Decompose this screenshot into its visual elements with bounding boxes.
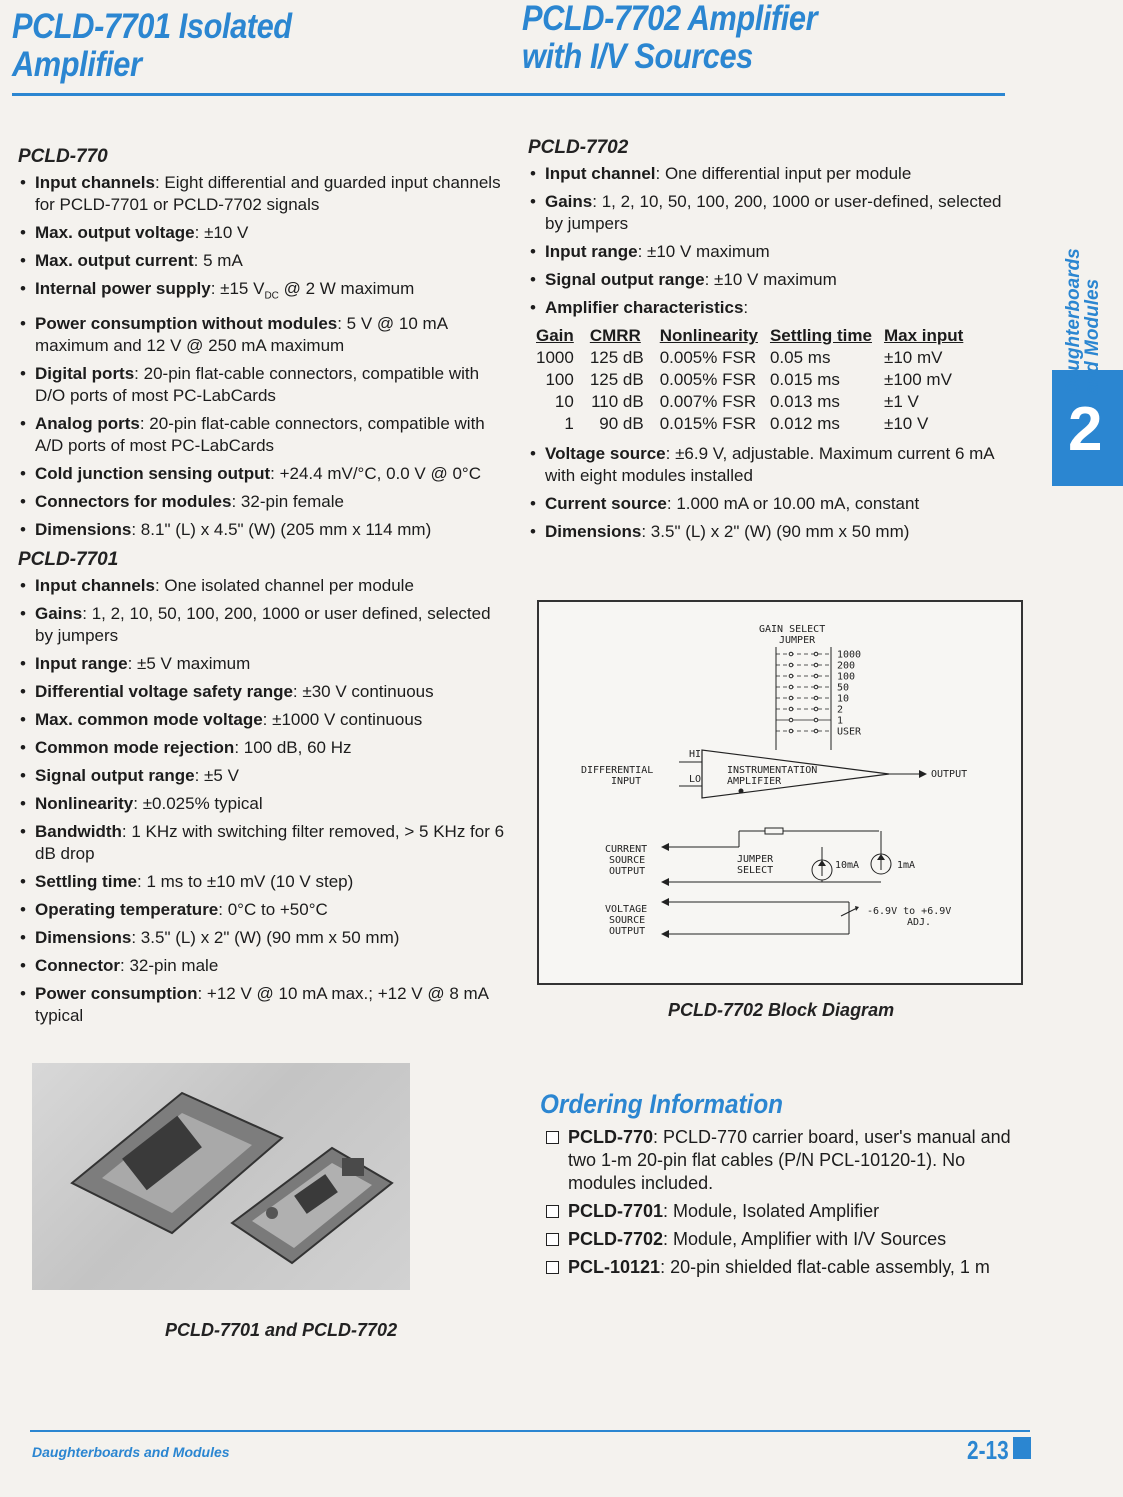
spec-item [18, 222, 508, 244]
side-tab-number: 2 [1068, 395, 1103, 464]
pcld770-spec-list [18, 172, 508, 541]
spec-value: : ±5 V [194, 766, 239, 786]
spec-label: Input range [35, 654, 128, 674]
spec-item [18, 250, 508, 272]
checkbox-icon [546, 1261, 559, 1274]
product-photo [32, 1063, 410, 1290]
spec-item [528, 163, 1008, 185]
left-title-line2: Amplifier [12, 45, 142, 84]
pcld7702-spec-list-2 [528, 443, 1008, 543]
gain-label: USER [837, 726, 862, 738]
spec-item [528, 521, 1008, 543]
spec-label: Max. output current [35, 251, 194, 270]
table-cell: 0.05 ms [769, 348, 831, 367]
order-description: : Module, Isolated Amplifier [663, 1201, 880, 1221]
spec-value: : 100 dB, 60 Hz [234, 738, 352, 758]
right-title-line2: with I/V Sources [522, 37, 753, 76]
checkbox-icon [546, 1131, 559, 1144]
table-cell: 125 dB [589, 348, 644, 367]
jumper-pin [789, 729, 793, 733]
spec-item [528, 269, 1008, 291]
table-row [536, 347, 975, 369]
spec-value: : ±6.9 V, adjustable. Maximum current 6 mA with eight modules installed [545, 444, 994, 485]
voltage-range-label: -6.9V to +6.9V [867, 906, 952, 917]
hi-label: HI [689, 749, 702, 760]
jumper-label: JUMPER [779, 635, 816, 646]
spec-value-after: @ 2 W maximum [278, 279, 415, 298]
input-label: INPUT [611, 776, 642, 787]
diagram-caption: PCLD-7702 Block Diagram [668, 1000, 895, 1020]
spec-label: Amplifier characteristics [545, 298, 744, 317]
right-title [522, 0, 817, 76]
table-cell: 10 [554, 392, 574, 411]
table-cell: ±1 V [883, 392, 919, 411]
spec-item [18, 871, 508, 893]
voltage-source-label: SOURCE [609, 915, 646, 926]
voltage-output-label: OUTPUT [609, 926, 646, 937]
spec-label: Signal output range [35, 766, 195, 786]
gain-label: 10 [837, 693, 850, 705]
spec-value: : 5 V @ 10 mA maximum and 12 V @ 250 mA maximum [35, 314, 448, 356]
order-description: : Module, Amplifier with I/V Sources [663, 1229, 947, 1249]
one-ma-label: 1mA [897, 860, 916, 871]
spec-item [528, 297, 1008, 319]
spec-item [18, 955, 508, 977]
table-cell: ±100 mV [883, 370, 952, 389]
spec-value: : ±30 V continuous [292, 682, 434, 702]
spec-item [18, 363, 508, 407]
order-part-number: PCLD-770 [568, 1127, 654, 1147]
ordering-title: Ordering Information [540, 1089, 783, 1119]
spec-label: Analog ports [35, 414, 140, 434]
jumper-pin [789, 718, 793, 722]
spec-value: : 0°C to +50°C [218, 900, 328, 920]
page-number: 2-13 [967, 1435, 1009, 1465]
spec-label: Input channels [35, 173, 155, 192]
spec-item [528, 241, 1008, 263]
spec-value: : One differential input per module [655, 164, 912, 183]
spec-label: Voltage source [545, 444, 666, 463]
checkbox-icon [546, 1233, 559, 1246]
spec-item [18, 575, 508, 597]
jumper-pin [789, 652, 793, 656]
spec-label: Current source [545, 494, 667, 513]
spec-value: : 1, 2, 10, 50, 100, 200, 1000 or user-defined, selected by jumpers [545, 192, 1002, 233]
table-cell: 100 [545, 370, 574, 389]
spec-label: Signal output range [545, 270, 705, 289]
spec-label: Common mode rejection [35, 738, 235, 758]
spec-label: Digital ports [35, 364, 135, 384]
spec-value: : ±5 V maximum [127, 654, 251, 674]
table-row [536, 413, 975, 435]
spec-label: Operating temperature [35, 900, 219, 920]
jumper-pin [814, 674, 818, 678]
table-header: Gain [536, 326, 574, 345]
block-diagram-svg [539, 602, 1021, 983]
spec-label: Bandwidth [35, 822, 122, 842]
left-title-line1: PCLD-7701 Isolated [12, 7, 292, 46]
spec-label: Nonlinearity [35, 794, 134, 814]
spec-value: : 32-pin male [120, 956, 219, 976]
amplifier-label: AMPLIFIER [727, 776, 782, 787]
block-diagram [537, 600, 1023, 985]
spec-value: : 1, 2, 10, 50, 100, 200, 1000 or user defined, selected by jumpers [35, 604, 491, 646]
spec-item [528, 443, 1008, 487]
spec-value: : [743, 298, 749, 317]
header-rule [12, 93, 1005, 96]
spec-value: : ±0.025% typical [133, 794, 263, 814]
spec-label: Connectors for modules [35, 492, 232, 512]
spec-value: : ±10 V maximum [704, 270, 837, 289]
spec-label: Max. common mode voltage [35, 710, 263, 730]
order-item [546, 1256, 1016, 1279]
spec-label: Dimensions [35, 520, 132, 540]
jumper-pin [789, 663, 793, 667]
spec-value: : 8.1" (L) x 4.5" (W) (205 mm x 114 mm) [131, 520, 432, 540]
table-cell: ±10 V [883, 414, 929, 433]
table-header: Nonlinearity [659, 326, 758, 345]
current-source-label: SOURCE [609, 855, 646, 866]
spec-item [18, 313, 508, 357]
table-cell: 0.012 ms [769, 414, 840, 433]
side-tab-text [1064, 248, 1102, 395]
jumper-pin [814, 663, 818, 667]
table-header: CMRR [589, 326, 641, 345]
spec-value: : 1.000 mA or 10.00 mA, constant [666, 494, 920, 513]
spec-item [528, 493, 1008, 515]
gain-select-label: GAIN SELECT [759, 624, 826, 635]
gain-label: 100 [837, 671, 856, 683]
jumper-pin [814, 718, 818, 722]
spec-item [18, 519, 508, 541]
table-header: Max input [883, 326, 964, 345]
spec-item [18, 491, 508, 513]
table-cell: 0.007% FSR [659, 392, 757, 411]
spec-item [18, 463, 508, 485]
table-cell: ±10 mV [883, 348, 943, 367]
spec-label: Power consumption without modules [35, 314, 338, 334]
jumper2-label: JUMPER [737, 854, 774, 865]
spec-label: Input range [545, 242, 638, 261]
spec-item [18, 709, 508, 731]
spec-item [18, 899, 508, 921]
spec-value: : 3.5" (L) x 2" (W) (90 mm x 50 mm) [131, 928, 400, 948]
spec-value: : +12 V @ 10 mA max.; +12 V @ 8 mA typical [35, 984, 489, 1026]
table-row [536, 369, 975, 391]
pcld7701-spec-list [18, 575, 508, 1027]
spec-item [528, 191, 1008, 235]
jumper-pin [814, 652, 818, 656]
spec-item [18, 681, 508, 703]
spec-item [18, 737, 508, 759]
instrumentation-label: INSTRUMENTATION [727, 765, 818, 776]
order-part-number: PCLD-7702 [568, 1229, 664, 1249]
spec-label: Gains [35, 604, 83, 624]
spec-label: Max. output voltage [35, 223, 195, 242]
spec-value: : Eight differential and guarded input channels for PCLD-7701 or PCLD-7702 signals [35, 173, 501, 214]
spec-value: : 32-pin female [231, 492, 344, 512]
spec-item [18, 821, 508, 865]
spec-label: Internal power supply [35, 279, 211, 298]
jumper-pin [814, 707, 818, 711]
jumper-pin [814, 685, 818, 689]
spec-label: Settling time [35, 872, 138, 892]
pcld770-title: PCLD-770 [18, 146, 108, 167]
spec-item [18, 653, 508, 675]
spec-value: : ±10 V maximum [637, 242, 770, 261]
jumper-pin [789, 707, 793, 711]
spec-label: Input channels [35, 576, 155, 596]
spec-label: Dimensions [545, 522, 642, 541]
gain-jumpers [776, 650, 862, 738]
pcld7701-title: PCLD-7701 [18, 549, 119, 571]
lo-label: LO [689, 774, 702, 785]
gain-label: 200 [837, 660, 856, 672]
spec-item [18, 172, 508, 216]
photo-caption: PCLD-7701 and PCLD-7702 [165, 1320, 398, 1340]
spec-label: Connector [35, 956, 120, 976]
table-cell: 0.015 ms [769, 370, 840, 389]
spec-item [18, 793, 508, 815]
spec-item [18, 765, 508, 787]
spec-value: : 3.5" (L) x 2" (W) (90 mm x 50 mm) [641, 522, 910, 541]
current-label: CURRENT [605, 844, 648, 855]
order-item [546, 1126, 1016, 1195]
spec-item [18, 603, 508, 647]
footer-rule [30, 1430, 1030, 1432]
spec-label: Power consumption [35, 984, 198, 1004]
spec-value: : 1 ms to ±10 mV (10 V step) [137, 872, 354, 892]
gain-label: 50 [837, 682, 850, 694]
table-cell: 110 dB [591, 392, 644, 411]
spec-subscript: DC [264, 290, 279, 302]
table-cell: 1000 [536, 348, 574, 367]
ten-ma-label: 10mA [835, 860, 860, 871]
spec-item [18, 413, 508, 457]
ordering-list [546, 1126, 1016, 1284]
page-marker [1013, 1437, 1031, 1459]
left-column [18, 146, 508, 1033]
order-item [546, 1200, 1016, 1223]
footer-section: Daughterboards and Modules [32, 1444, 230, 1460]
select-label: SELECT [737, 865, 774, 876]
spec-label: Gains [545, 192, 593, 211]
spec-value: : ±1000 V continuous [262, 710, 423, 730]
pcld7702-spec-list [528, 163, 1008, 319]
order-part-number: PCL-10121 [568, 1257, 661, 1277]
jumper-pin [789, 696, 793, 700]
right-column [528, 137, 1008, 549]
jumper-pin [814, 729, 818, 733]
spec-label: Cold junction sensing output [35, 464, 271, 484]
output-label: OUTPUT [931, 769, 968, 780]
order-part-number: PCLD-7701 [568, 1201, 664, 1221]
checkbox-icon [546, 1205, 559, 1218]
voltage-label: VOLTAGE [605, 904, 648, 915]
table-cell: 125 dB [589, 370, 644, 389]
spec-value: : ±15 V [210, 279, 265, 298]
table-cell: 1 [564, 414, 574, 433]
adj-label: ADJ. [907, 917, 932, 928]
spec-value: : 20-pin flat-cable connectors, compatible with D/O ports of most PC-LabCards [35, 364, 480, 406]
side-tab-line1: Daughterboards [1063, 248, 1084, 395]
table-cell: 0.005% FSR [659, 370, 757, 389]
spec-value: : ±10 V [194, 223, 249, 242]
spec-label: Differential voltage safety range [35, 682, 293, 702]
spec-label: Dimensions [35, 928, 132, 948]
table-cell: 90 dB [599, 414, 644, 433]
spec-label: Input channel [545, 164, 656, 183]
gain-label: 2 [837, 704, 844, 716]
left-title [12, 8, 292, 84]
spec-item [18, 927, 508, 949]
jumper-pin [789, 674, 793, 678]
order-item [546, 1228, 1016, 1251]
right-title-line1: PCLD-7702 Amplifier [522, 0, 818, 38]
side-tab-line2: and Modules [1082, 278, 1103, 395]
spec-value: : One isolated channel per module [154, 576, 414, 596]
spec-item [18, 983, 508, 1027]
spec-item [18, 278, 508, 307]
table-row [536, 391, 975, 413]
order-description: : 20-pin shielded flat-cable assembly, 1 m [660, 1257, 990, 1277]
jumper-pin [789, 685, 793, 689]
jumper-pin [814, 696, 818, 700]
amplifier-characteristics-table [536, 325, 975, 435]
current-output-label: OUTPUT [609, 866, 646, 877]
table-cell: 0.015% FSR [659, 414, 757, 433]
table-cell: 0.005% FSR [659, 348, 757, 367]
pcld7702-title: PCLD-7702 [528, 137, 629, 158]
differential-label: DIFFERENTIAL [581, 765, 654, 776]
spec-value: : 1 KHz with switching filter removed, > 5 KHz for 6 dB drop [35, 822, 505, 864]
gain-label: 1000 [837, 649, 862, 661]
order-description: : PCLD-770 carrier board, user's manual and two 1-m 20-pin flat cables (P/N PCL-10120-1). No modules included. [568, 1127, 1011, 1193]
table-header: Settling time [769, 326, 872, 345]
spec-value: : +24.4 mV/°C, 0.0 V @ 0°C [270, 464, 481, 484]
gain-label: 1 [837, 715, 844, 727]
spec-value: : 20-pin flat-cable connectors, compatible with A/D ports of most PC-LabCards [35, 414, 485, 456]
boards-image [32, 1063, 410, 1290]
spec-value: : 5 mA [193, 251, 243, 270]
table-cell: 0.013 ms [769, 392, 840, 411]
